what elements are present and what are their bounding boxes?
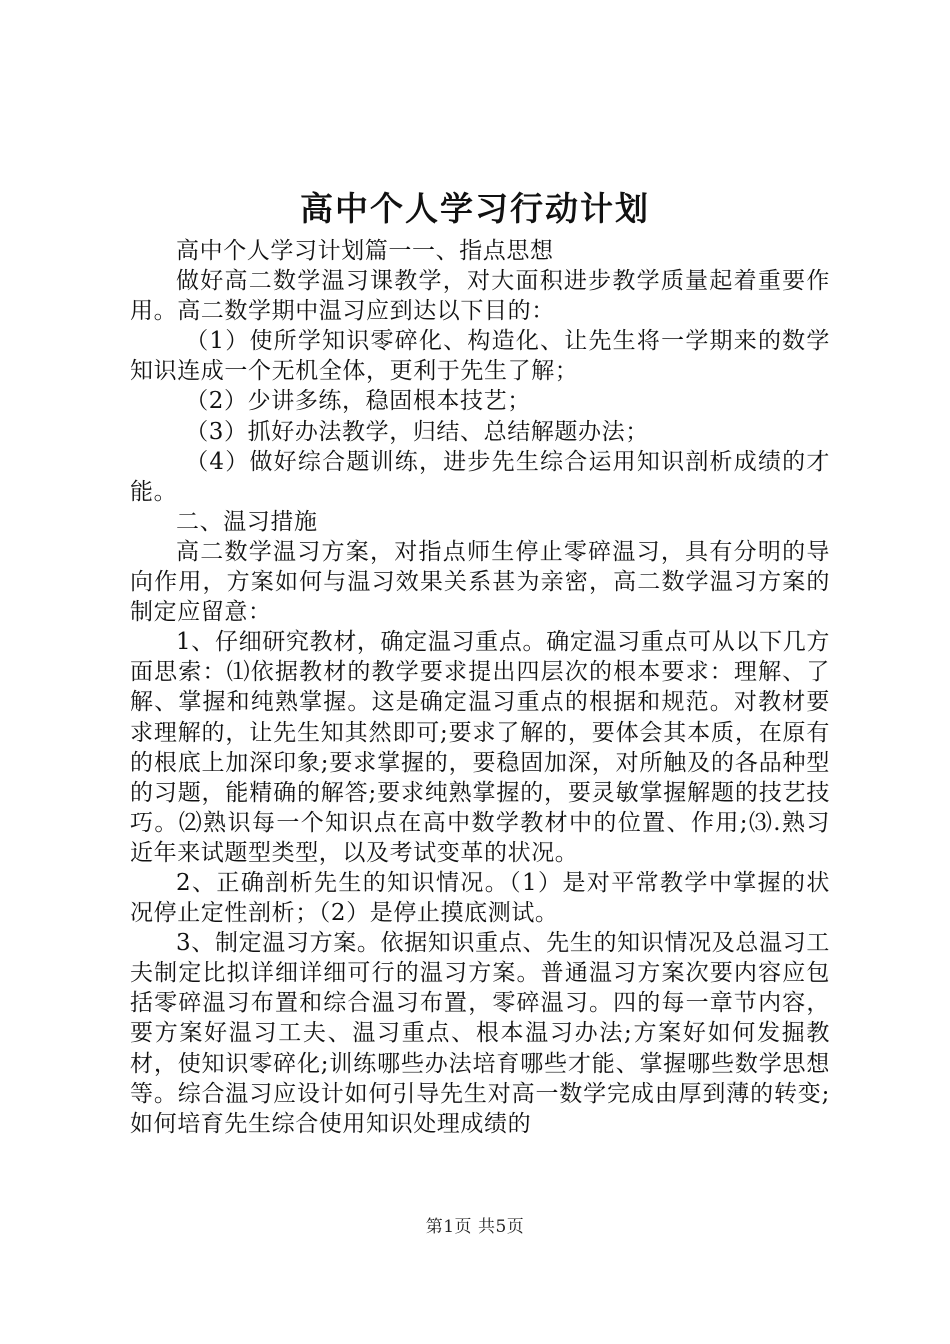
paragraph-goal-4: （4）做好综合题训练，进步先生综合运用知识剖析成绩的才能。	[130, 448, 830, 505]
paragraph-goal-3: （3）抓好办法教学，归结、总结解题办法；	[185, 418, 649, 445]
paragraph-goal-1: （1）使所学知识零碎化、构造化、让先生将一学期来的数学知识连成一个无机全体，更利于先生了解；	[130, 328, 830, 385]
document-title: 高中个人学习行动计划	[300, 189, 650, 228]
paragraph-heading-1: 高中个人学习计划篇一一、指点思想	[176, 238, 554, 264]
paragraph-intro: 做好高二数学温习课教学，对大面积进步教学质量起着重要作用。高二数学期中温习应到达以下目的：	[130, 268, 830, 325]
paragraph-goal-2: （2）少讲多练，稳固根本技艺；	[185, 388, 531, 415]
paragraph-heading-2: 二、温习措施	[176, 508, 318, 535]
paragraph-step-3: 3、制定温习方案。依据知识重点、先生的知识情况及总温习工夫制定比拟详细详细可行的温习方案。普通温习方案次要内容应包括零碎温习布置和综合温习布置，零碎温习。四的每一章节内容，要方案好温习工夫、温习重点、根本温习办法;方案好如何发掘教材，使知识零碎化;训练哪些办法培育哪些才能、掌握哪些数学思想等。综合温习应设计如何引导先生对高一数学完成由厚到薄的转变;如何培育先生综合使用知识处理成绩的	[130, 930, 830, 1137]
document-body	[130, 236, 830, 1139]
page-footer: 第1页 共5页	[425, 1217, 525, 1237]
paragraph-step-1: 1、仔细研究教材，确定温习重点。确定温习重点可从以下几方面思索：⑴依据教材的教学要求提出四层次的根本要求：理解、了解、掌握和纯熟掌握。这是确定温习重点的根据和规范。对教材要求理解的，让先生知其然即可;要求了解的，要体会其本质，在原有的根底上加深印象;要求掌握的，要稳固加深，对所触及的各品种型的习题，能精确的解答;要求纯熟掌握的，要灵敏掌握解题的技艺技巧。⑵熟识每一个知识点在高中数学教材中的位置、作用;⑶.熟习近年来试题型类型，以及考试变革的状况。	[130, 629, 830, 866]
paragraph-step-2: 2、正确剖析先生的知识情况。（1）是对平常教学中掌握的状况停止定性剖析；（2）是停止摸底测试。	[130, 869, 830, 927]
paragraph-plan-intro: 高二数学温习方案，对指点师生停止零碎温习，具有分明的导向作用，方案如何与温习效果关系甚为亲密，高二数学温习方案的制定应留意：	[130, 538, 830, 626]
